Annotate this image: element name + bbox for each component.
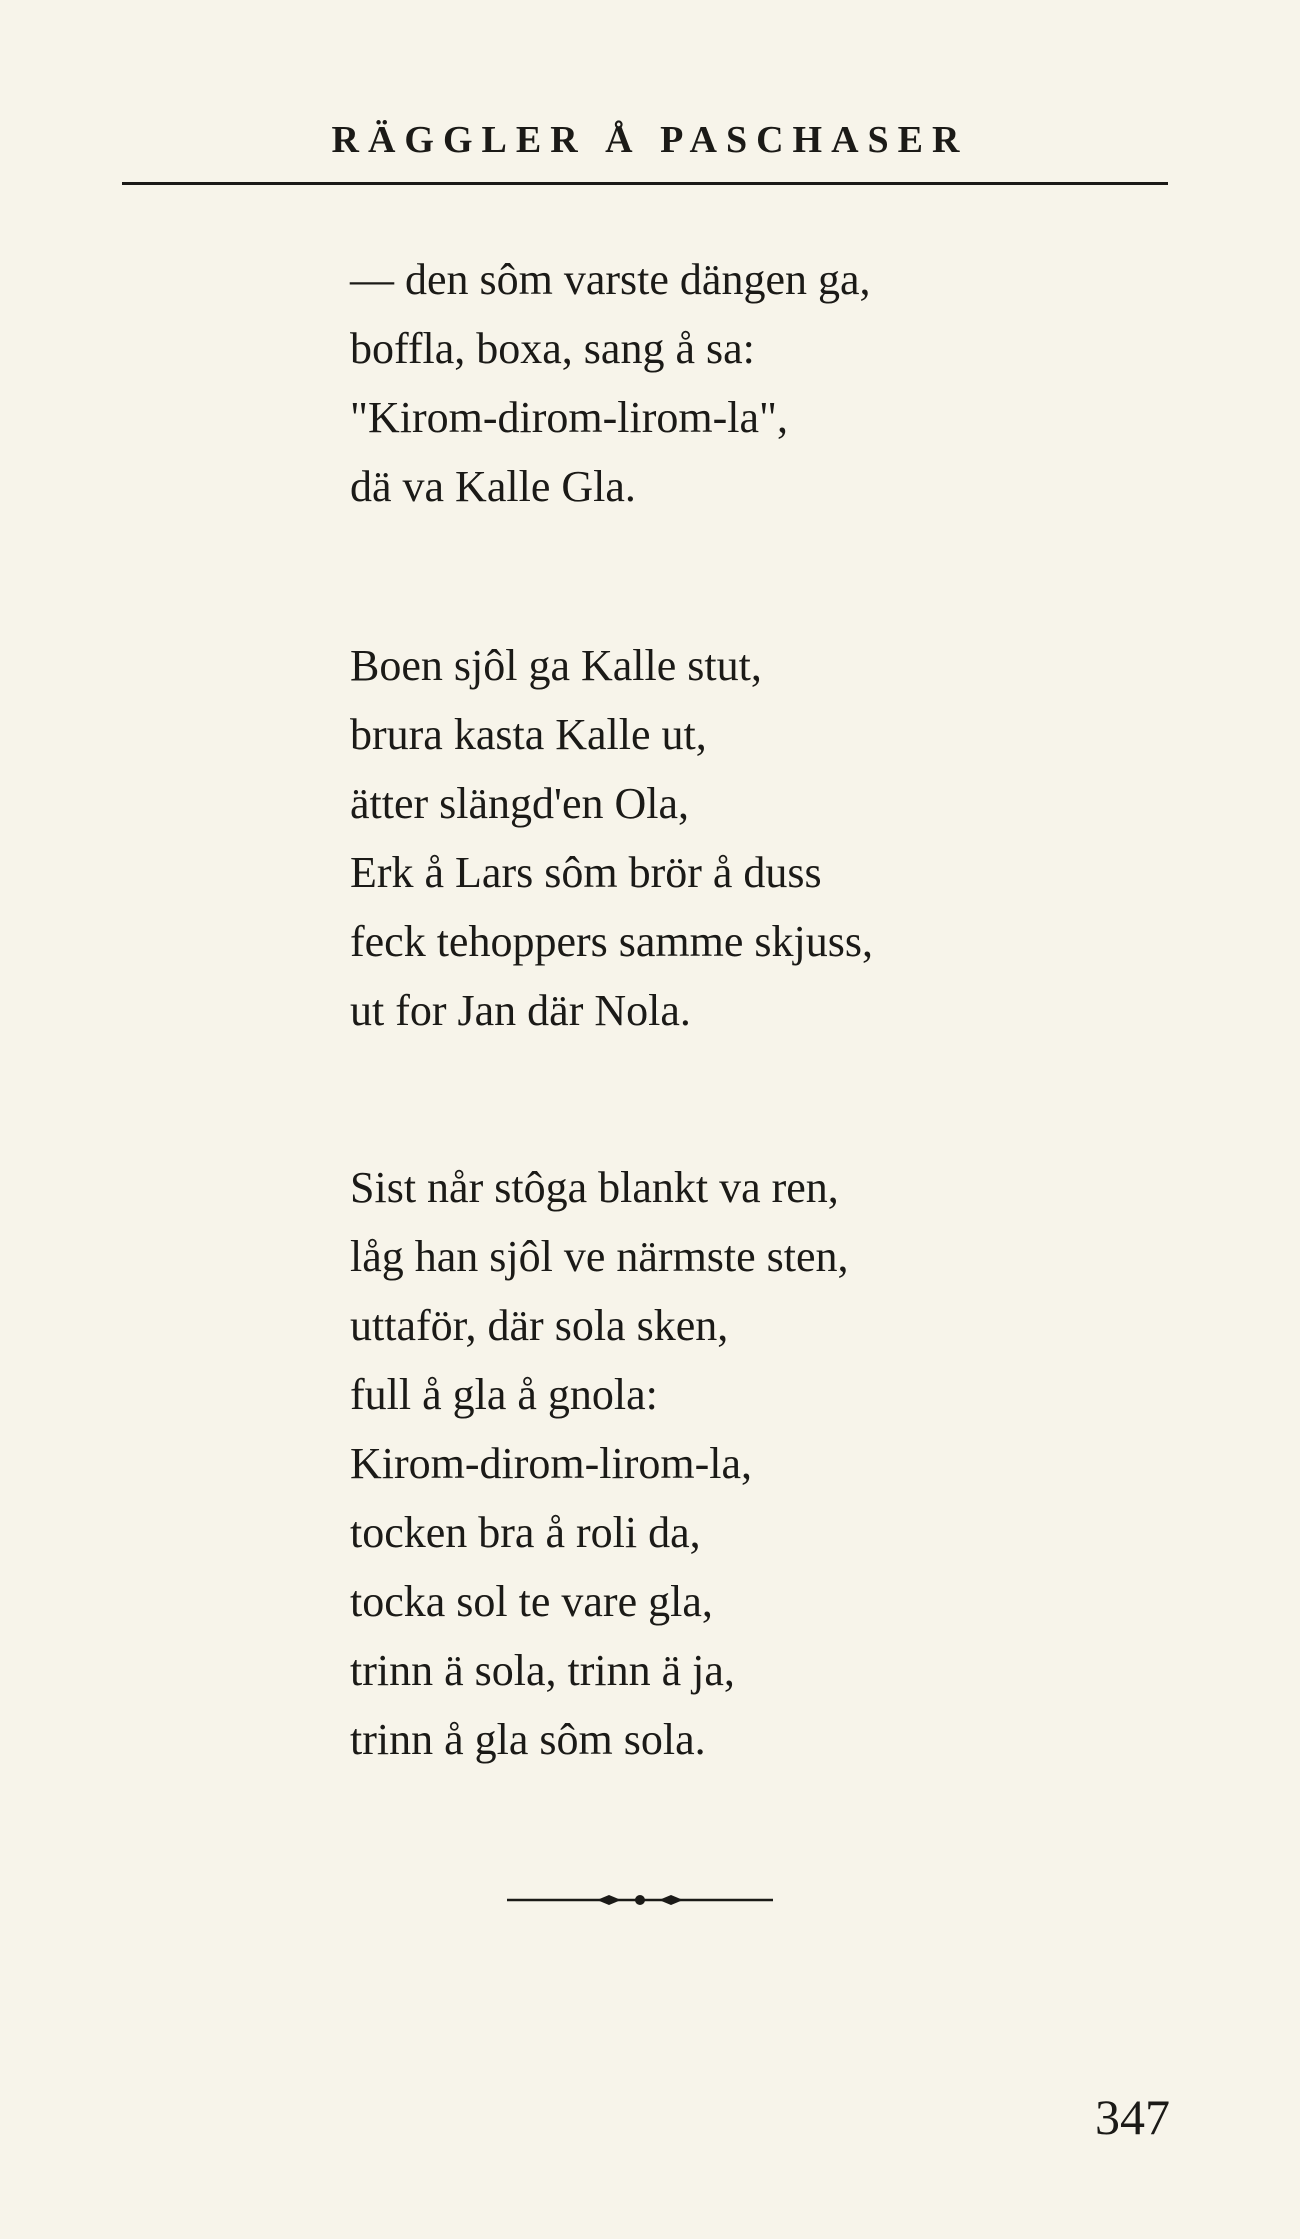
verse-line: full å gla å gnola: <box>350 1370 658 1419</box>
stanza-1 <box>350 245 1170 521</box>
verse-line: "Kirom-dirom-lirom-la", <box>350 393 788 442</box>
stanza-2 <box>350 631 1170 1045</box>
verse-line: ut for Jan där Nola. <box>350 986 691 1035</box>
verse-line: Erk å Lars sôm brör å duss <box>350 848 822 897</box>
verse-line: brura kasta Kalle ut, <box>350 710 707 759</box>
verse-line: boffla, boxa, sang å sa: <box>350 324 755 373</box>
verse-line: tocka sol te vare gla, <box>350 1577 713 1626</box>
page-number: 347 <box>1095 2089 1170 2145</box>
verse-line: feck tehoppers samme skjuss, <box>350 917 873 966</box>
fleuron-divider-icon <box>505 1890 775 1910</box>
verse-line: Kirom-dirom-lirom-la, <box>350 1439 753 1488</box>
verse-line: dä va Kalle Gla. <box>350 462 636 511</box>
verse-line: trinn å gla sôm sola. <box>350 1715 706 1764</box>
verse-line: — den sôm varste dängen ga, <box>350 255 871 304</box>
stanza-3 <box>350 1153 1170 1774</box>
verse-line: tocken bra å roli da, <box>350 1508 701 1557</box>
verse-line: uttaför, där sola sken, <box>350 1301 729 1350</box>
verse-line: Sist når stôga blankt va ren, <box>350 1163 839 1212</box>
verse-line: låg han sjôl ve närmste sten, <box>350 1232 849 1281</box>
verse-line: trinn ä sola, trinn ä ja, <box>350 1646 735 1695</box>
header-rule <box>122 182 1168 185</box>
verse-line: ätter slängd'en Ola, <box>350 779 690 828</box>
running-title: RÄGGLER Å PASCHASER <box>331 119 969 161</box>
verse-line: Boen sjôl ga Kalle stut, <box>350 641 762 690</box>
